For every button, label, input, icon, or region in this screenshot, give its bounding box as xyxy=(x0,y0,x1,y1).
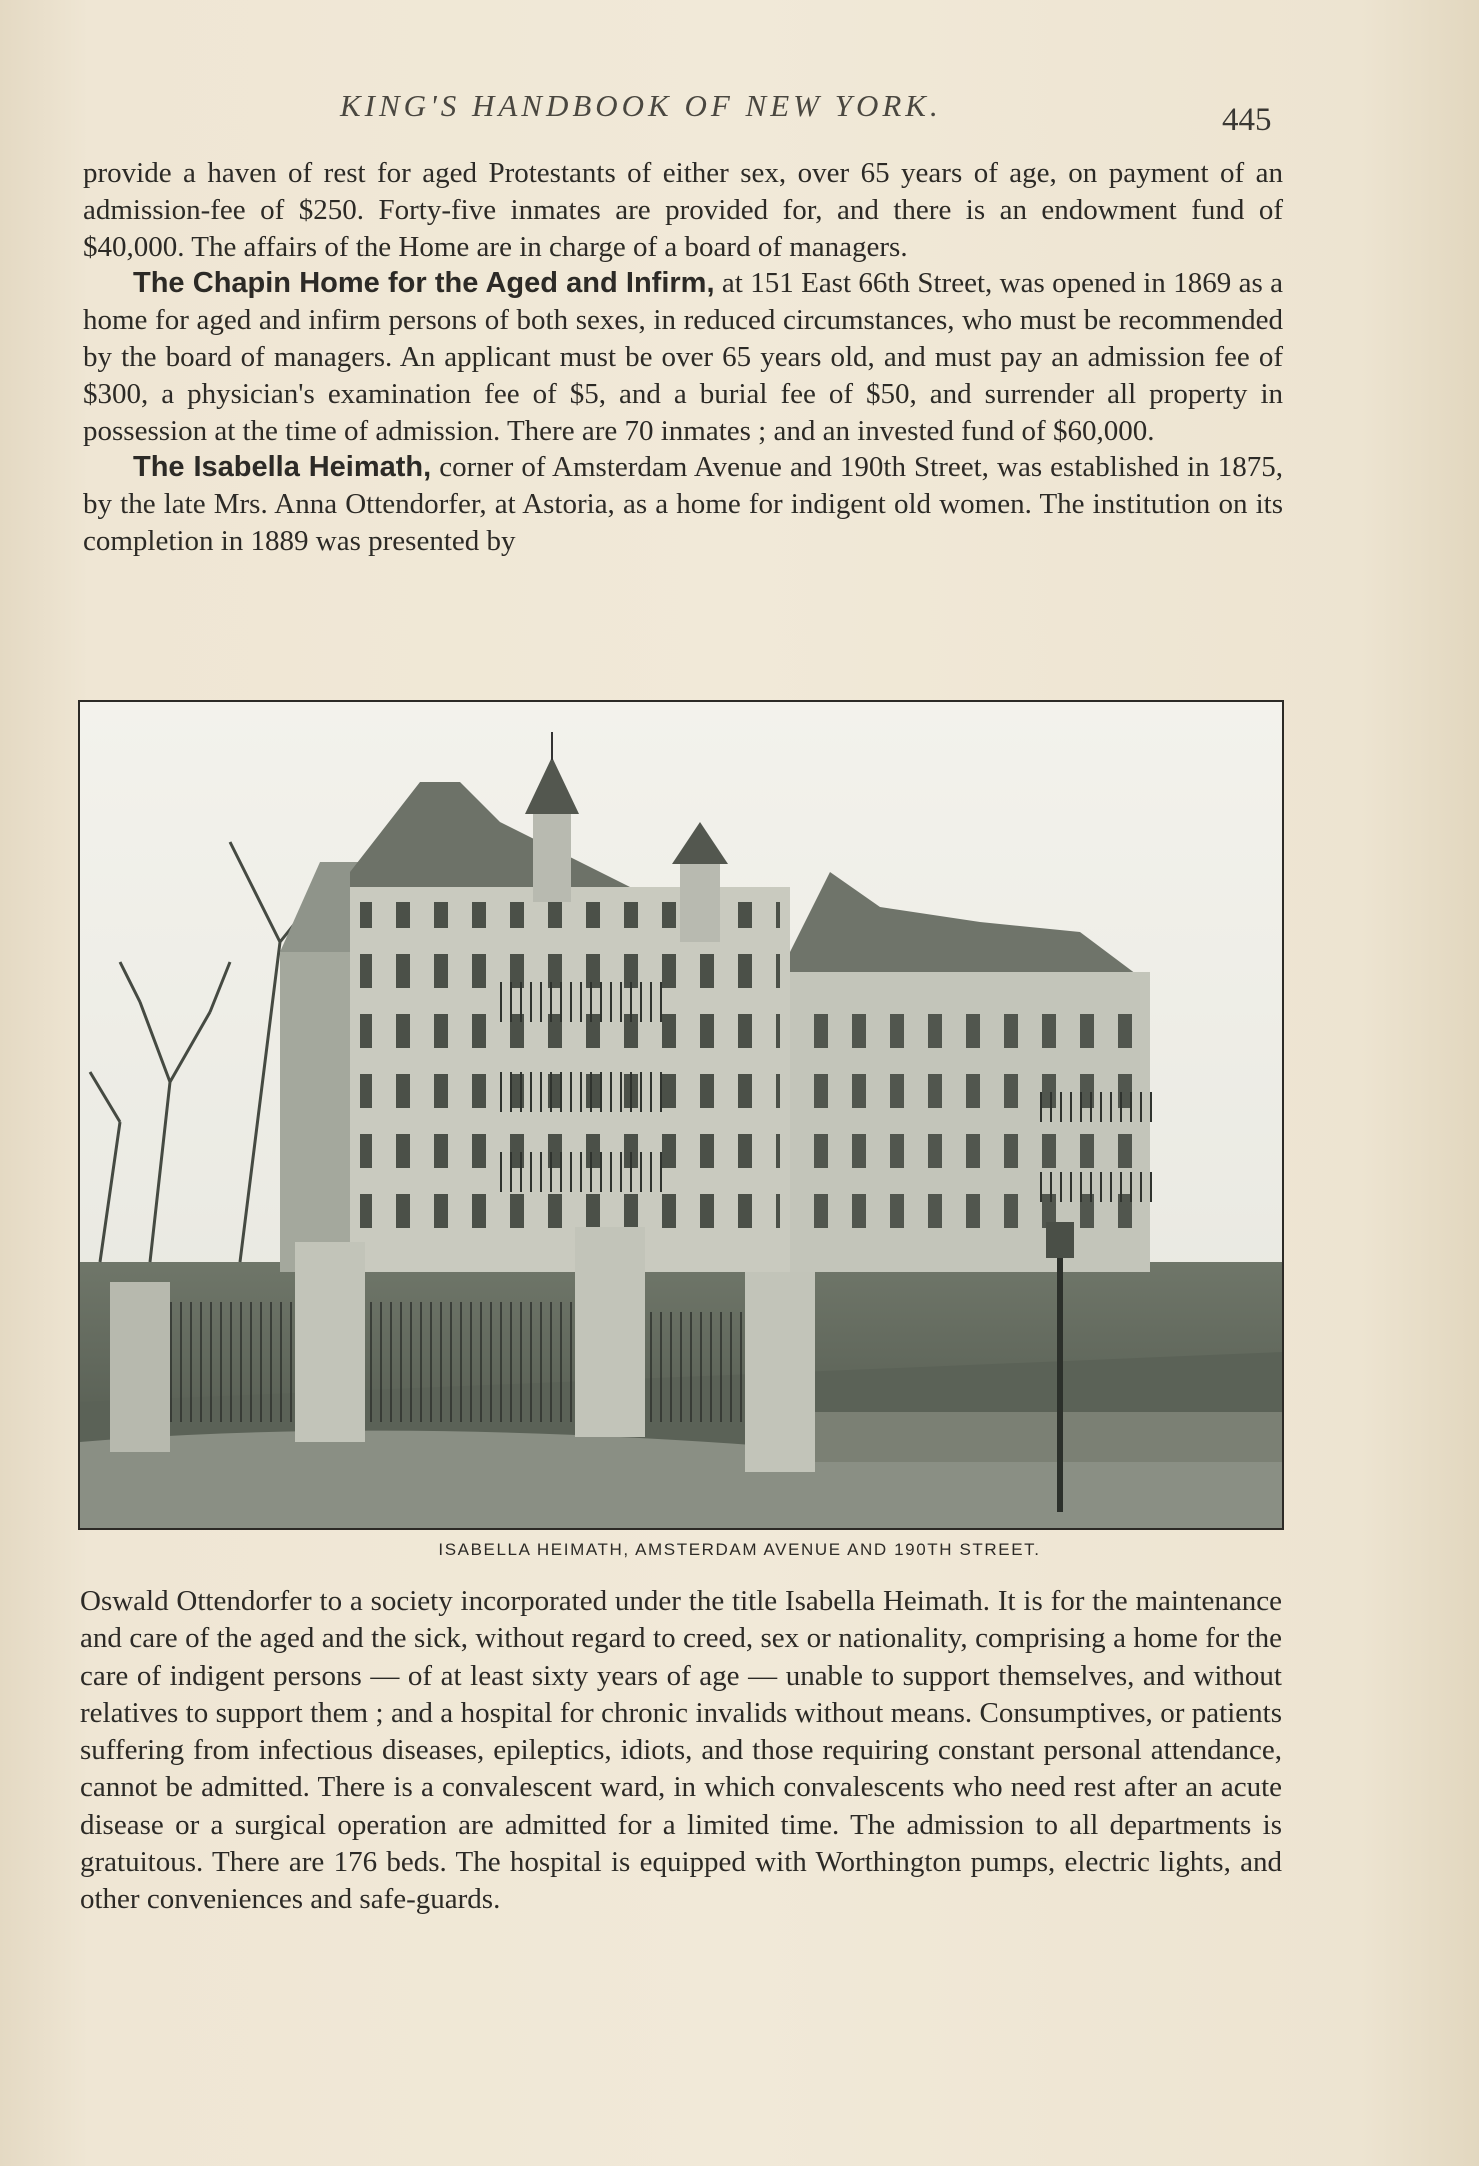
paragraph-isabella-heimath xyxy=(83,449,1283,559)
page-number: 445 xyxy=(1222,102,1272,138)
paragraph-continuation xyxy=(83,155,1283,265)
figure-caption: ISABELLA HEIMATH, AMSTERDAM AVENUE AND 190TH STREET. xyxy=(438,1540,1041,1559)
paragraph-chapin-home xyxy=(83,265,1283,449)
text-block-top xyxy=(83,155,1283,560)
paragraph-text: at 151 East 66th Street, was opened in 1869 as a home for aged and infirm persons of both sexes, in reduced circumstances, who must be recommended by the board of managers. An applicant must be over 65 years old, and must pay an admission fee of $300, a physician's examination fee of $5, and a burial fee of $50, and surrender all property in possession at the time of admission. There are 70 inmates ; and an invested fund of $60,000. xyxy=(83,267,1283,447)
text-block-bottom xyxy=(80,1583,1282,1919)
entry-name: The Isabella Heimath, xyxy=(133,451,432,484)
paragraph-text: corner of Amsterdam Avenue and 190th Street, was established in 1875, by the late Mrs. Anna Ottendorfer, at Astoria, as a home for indigent old women. The institution on its completion in 1889 was presented by xyxy=(83,451,1283,557)
entry-name: The Chapin Home for the Aged and Infirm, xyxy=(133,267,715,300)
running-head: KING'S HANDBOOK OF NEW YORK. xyxy=(340,88,942,123)
building-photograph xyxy=(78,700,1284,1530)
paragraph-text: Oswald Ottendorfer to a society incorporated under the title Isabella Heimath. It is for the maintenance and care of the aged and the sick, without regard to creed, sex or nationality, comprising a home for the care of indigent persons — of at least sixty years of age — unable to support themselves, and without relatives to support them ; and a hospital for chronic invalids without means. Consumptives, or patients suffering from infectious diseases, epileptics, idiots, and those requiring constant personal attendance, cannot be admitted. There is a convalescent ward, in which convalescents who need rest after an acute disease or a surgical operation are admitted for a limited time. The admission to all departments is gratuitous. There are 176 beds. The hospital is equipped with Worthington pumps, electric lights, and other conveniences and safe-guards. xyxy=(80,1585,1282,1916)
paragraph-text: provide a haven of rest for aged Protestants of either sex, over 65 years of age, on payment of an admission-fee of $250. Forty-five inmates are provided for, and there is an endowment fund of $40,000. The affairs of the Home are in charge of a board of managers. xyxy=(83,157,1283,263)
